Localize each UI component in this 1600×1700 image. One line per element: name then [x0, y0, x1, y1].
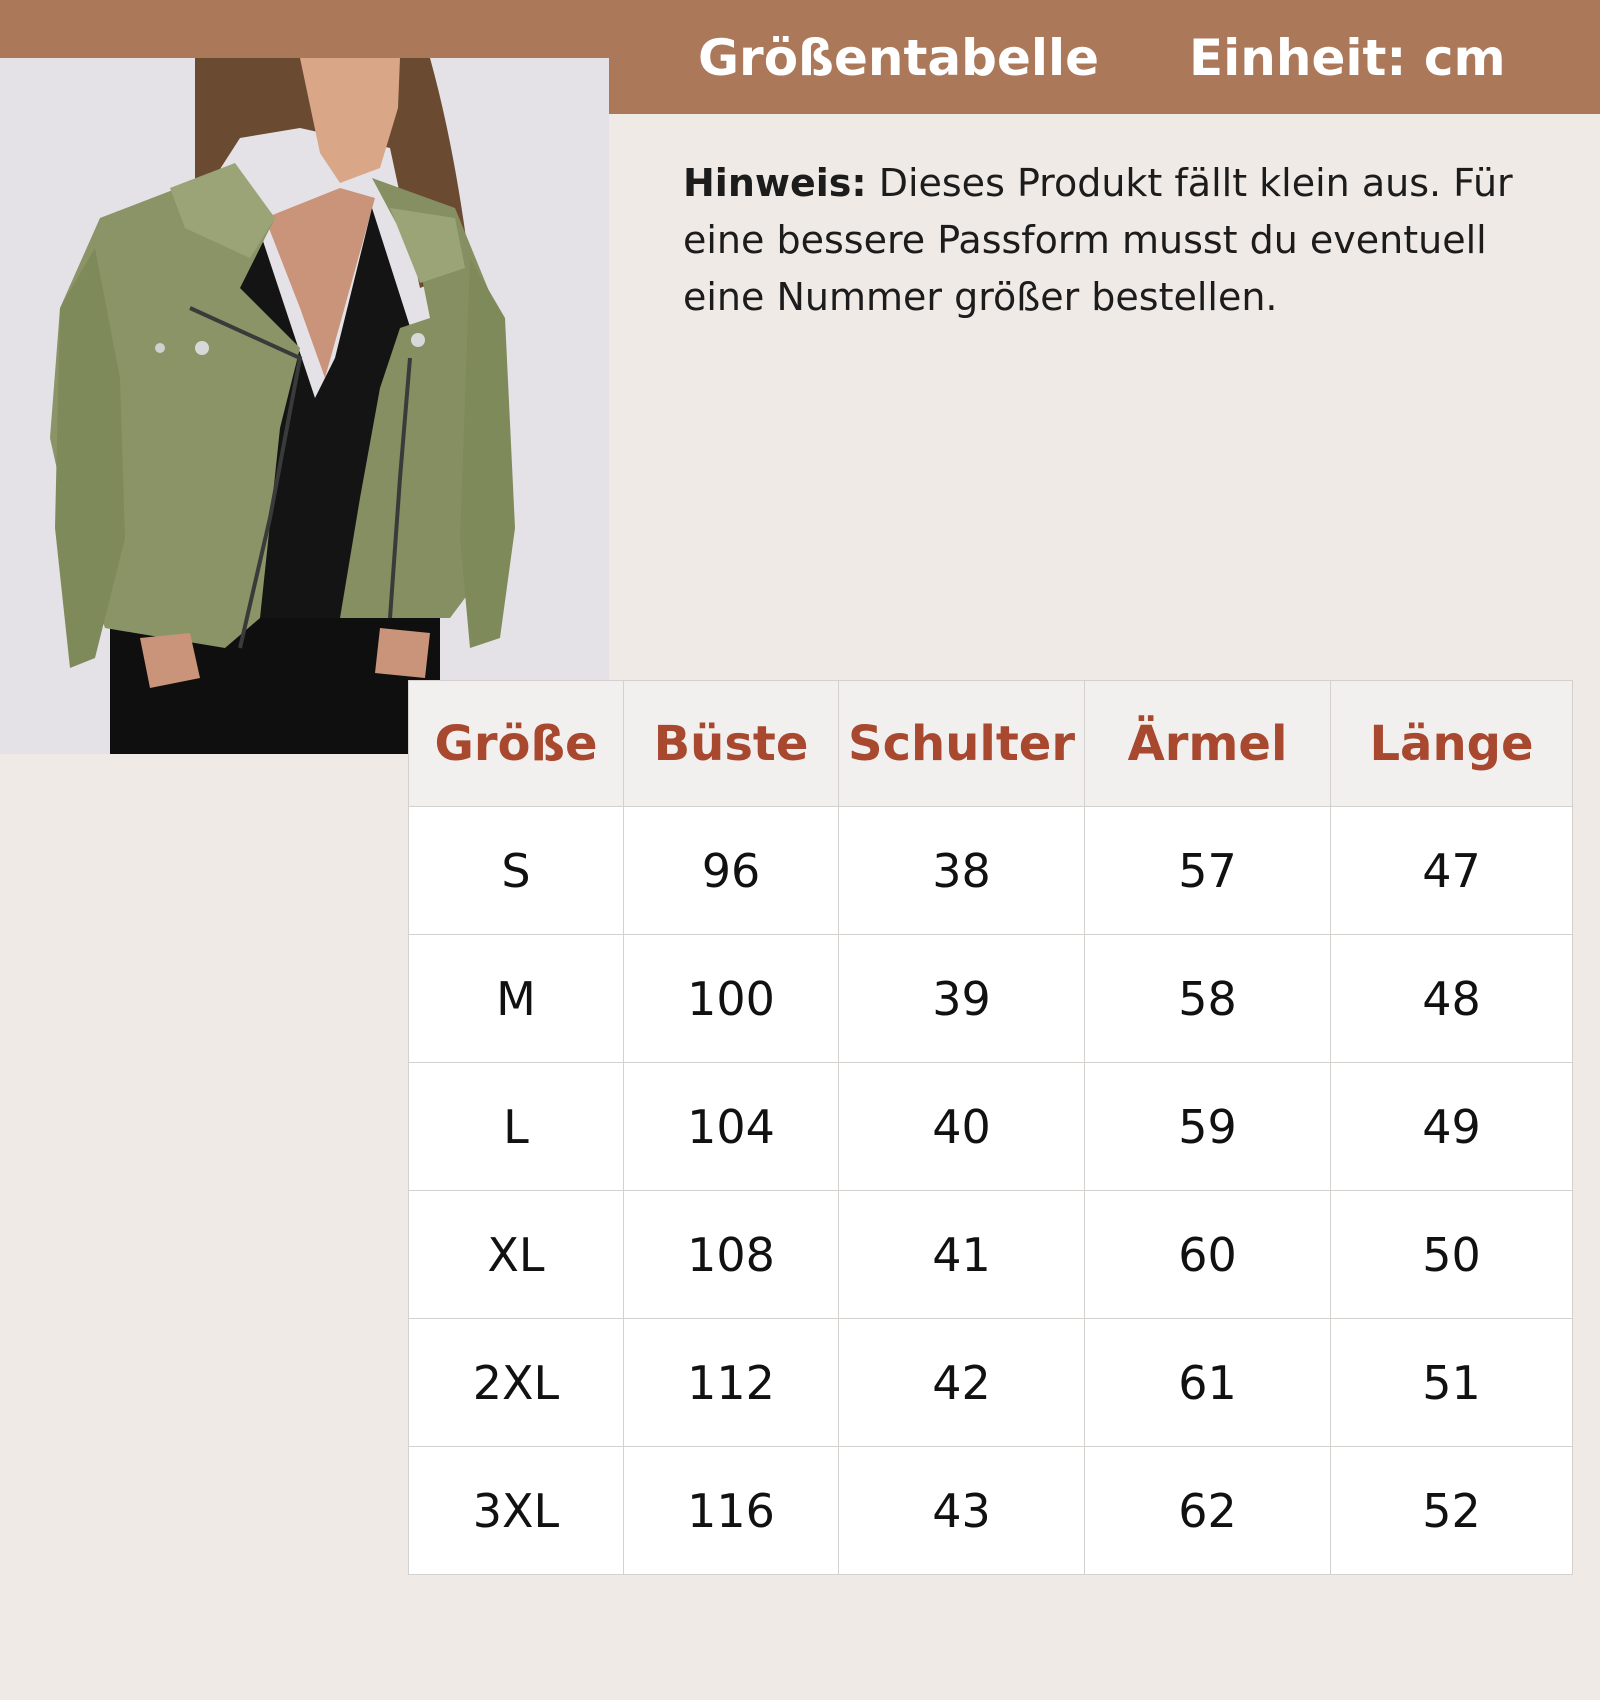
length-cell: 52 — [1331, 1447, 1573, 1575]
shoulder-cell: 43 — [839, 1447, 1085, 1575]
bust-cell: 108 — [624, 1191, 839, 1319]
size-cell: 2XL — [409, 1319, 624, 1447]
table-row — [409, 1319, 1573, 1447]
header-bar — [609, 0, 1600, 114]
bust-cell: 104 — [624, 1063, 839, 1191]
size-cell: M — [409, 935, 624, 1063]
bust-cell: 112 — [624, 1319, 839, 1447]
top-accent-strip — [0, 0, 609, 58]
sleeve-cell: 57 — [1085, 807, 1331, 935]
table-row — [409, 1447, 1573, 1575]
shoulder-cell: 42 — [839, 1319, 1085, 1447]
size-table — [408, 680, 1573, 1575]
col-header-laenge: Länge — [1331, 681, 1573, 807]
header-title: Größentabelle — [698, 29, 1100, 87]
size-cell: L — [409, 1063, 624, 1191]
col-header-bueste: Büste — [624, 681, 839, 807]
note-label: Hinweis: — [683, 161, 867, 205]
sleeve-cell: 61 — [1085, 1319, 1331, 1447]
bust-cell: 96 — [624, 807, 839, 935]
sleeve-cell: 62 — [1085, 1447, 1331, 1575]
size-cell: 3XL — [409, 1447, 624, 1575]
length-cell: 47 — [1331, 807, 1573, 935]
table-row — [409, 1191, 1573, 1319]
col-header-schulter: Schulter — [839, 681, 1085, 807]
sleeve-cell: 59 — [1085, 1063, 1331, 1191]
sizing-note — [683, 155, 1563, 326]
shoulder-cell: 39 — [839, 935, 1085, 1063]
table-header-row — [409, 681, 1573, 807]
table-row — [409, 935, 1573, 1063]
jacket-model-illustration — [0, 58, 609, 754]
length-cell: 48 — [1331, 935, 1573, 1063]
shoulder-cell: 40 — [839, 1063, 1085, 1191]
length-cell: 50 — [1331, 1191, 1573, 1319]
shoulder-cell: 38 — [839, 807, 1085, 935]
shoulder-cell: 41 — [839, 1191, 1085, 1319]
col-header-aermel: Ärmel — [1085, 681, 1331, 807]
note-text: Dieses Produkt fällt klein aus. Für eine bessere Passform musst du eventuell eine Nummer größer bestellen. — [683, 161, 1513, 319]
product-photo — [0, 58, 609, 754]
bust-cell: 116 — [624, 1447, 839, 1575]
col-header-groesse: Größe — [409, 681, 624, 807]
length-cell: 49 — [1331, 1063, 1573, 1191]
bust-cell: 100 — [624, 935, 839, 1063]
table-row — [409, 807, 1573, 935]
sleeve-cell: 60 — [1085, 1191, 1331, 1319]
size-cell: S — [409, 807, 624, 935]
sleeve-cell: 58 — [1085, 935, 1331, 1063]
header-unit: Einheit: cm — [1189, 29, 1506, 87]
table-row — [409, 1063, 1573, 1191]
length-cell: 51 — [1331, 1319, 1573, 1447]
size-cell: XL — [409, 1191, 624, 1319]
